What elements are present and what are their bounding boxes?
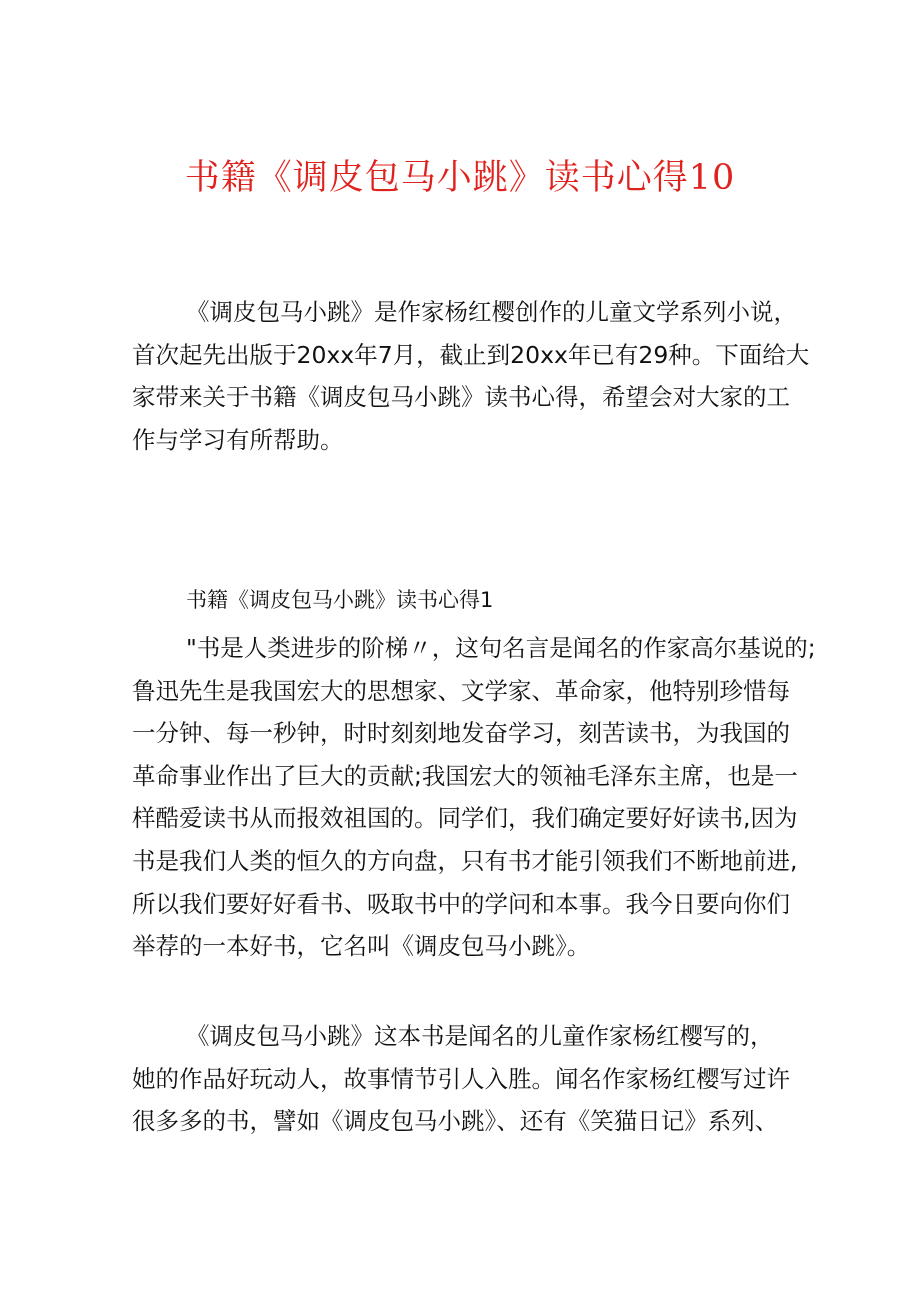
paragraph-line: 她的作品好玩动人，故事情节引人入胜。闻名作家杨红樱写过许 (132, 1064, 790, 1093)
intro-line: 《调皮包马小跳》是作家杨红樱创作的儿童文学系列小说， (186, 298, 797, 326)
intro-line: 作与学习有所帮助。 (132, 425, 344, 454)
document-title: 书籍《调皮包马小跳》读书心得10 (184, 158, 736, 198)
body-paragraph-1 (132, 627, 816, 968)
paragraph-line: 书是我们人类的恒久的方向盘，只有书才能引领我们不断地前进, (132, 846, 798, 875)
intro-line: 首次起先出版于20xx年7月，截止到20xx年已有29种。下面给大 (132, 340, 810, 369)
paragraph-line: 很多多的书，譬如《调皮包马小跳》、还有《笑猫日记》系列、 (132, 1107, 779, 1136)
paragraph-line: 举荐的一本好书，它名叫《调皮包马小跳》。 (132, 932, 591, 961)
paragraph-line: "书是人类进步的阶梯〃，这句名言是闻名的作家高尔基说的; (186, 634, 816, 662)
paragraph-line: 所以我们要好好看书、吸取书中的学问和本事。我今日要向你们 (132, 889, 790, 918)
paragraph-line: 革命事业作出了巨大的贡献;我国宏大的领袖毛泽东主席，也是一 (132, 761, 798, 790)
intro-line: 家带来关于书籍《调皮包马小跳》读书心得，希望会对大家的工 (132, 383, 790, 412)
section-heading: 书籍《调皮包马小跳》读书心得1 (186, 588, 494, 612)
paragraph-line: 鲁迅先生是我国宏大的思想家、文学家、革命家，他特别珍惜每 (132, 676, 790, 705)
paragraph-line: 一分钟、每一秒钟，时时刻刻地发奋学习，刻苦读书，为我国的 (132, 719, 790, 748)
body-paragraph-2 (132, 1015, 792, 1143)
paragraph-line: 样酷爱读书从而报效祖国的。同学们，我们确定要好好读书,因为 (132, 804, 798, 833)
intro-paragraph (132, 291, 810, 461)
paragraph-line: 《调皮包马小跳》这本书是闻名的儿童作家杨红樱写的， (186, 1022, 774, 1050)
